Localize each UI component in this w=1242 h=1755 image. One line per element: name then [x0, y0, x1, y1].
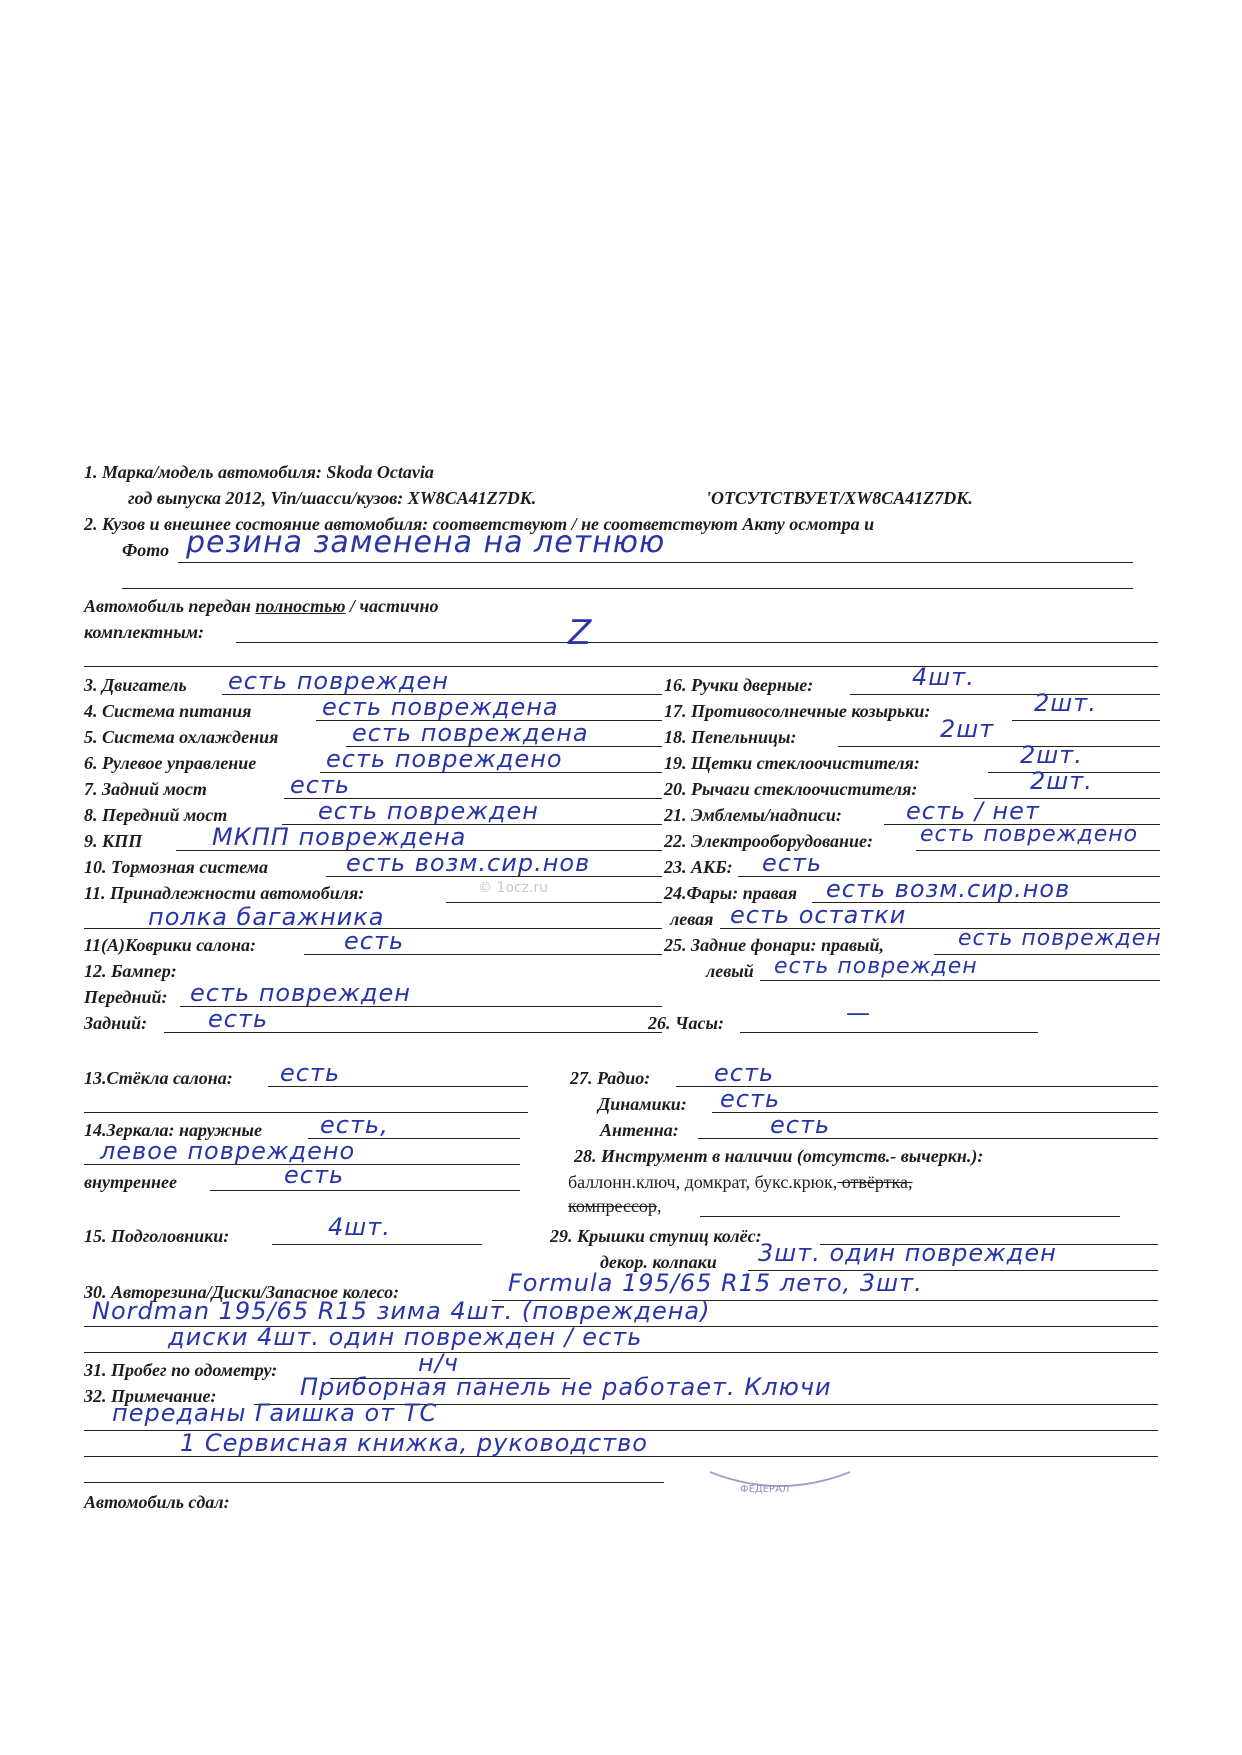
photo-handwriting: резина заменена на летнюю	[186, 525, 666, 560]
rear-bumper-hw: есть	[208, 1005, 269, 1033]
brakes-hw: есть возм.сир.нов	[346, 849, 591, 877]
fuel-hw: есть поврежденa	[322, 693, 559, 721]
headrests-hw: 4шт.	[328, 1213, 391, 1241]
taillight-left-label: левый	[706, 961, 754, 981]
tyres-line-3	[84, 1352, 1158, 1353]
engine-hw: есть поврежден	[228, 667, 449, 695]
brakes-line	[326, 876, 662, 877]
tyres-hw-1: Formula 195/65 R15 лето, 3шт.	[508, 1269, 923, 1297]
headlight-left-hw: есть остатки	[730, 901, 907, 929]
mirrors-label: 14.Зеркала: наружные	[84, 1120, 262, 1140]
mats-hw: есть	[344, 927, 405, 955]
headlight-right-hw: есть возм.сир.нов	[826, 875, 1071, 903]
emblems-label: 21. Эмблемы/надписи:	[664, 805, 842, 825]
tyres-label: 30. Авторезина/Диски/Запасное колесо:	[84, 1282, 400, 1302]
radio-label: 27. Радио:	[570, 1068, 651, 1088]
speakers-label: Динамики:	[598, 1094, 687, 1114]
wiper-blades-hw: 2шт.	[1020, 741, 1083, 769]
rear-axle-hw: есть	[290, 771, 351, 799]
electrical-label: 22. Электрооборудование:	[664, 831, 873, 851]
stamp-text: ФЕДЕРАЛ	[740, 1484, 790, 1495]
rear-bumper-label: Задний:	[84, 1013, 148, 1033]
complete-label: комплектным:	[84, 622, 205, 642]
front-bumper-hw: есть поврежден	[190, 979, 411, 1007]
decor-label: декор. колпаки	[600, 1252, 717, 1272]
inner-mirror-line	[210, 1190, 520, 1191]
accessories-hw: полка багажника	[148, 903, 385, 931]
headrests-label: 15. Подголовники:	[84, 1226, 230, 1246]
battery-hw: есть	[762, 849, 823, 877]
tools-list: баллонн.ключ, домкрат, букс.крюк, отвёртка,	[568, 1172, 913, 1192]
sun-visors-label: 17. Противосолнечные козырьки:	[664, 701, 931, 721]
steering-hw: есть повреждено	[326, 745, 563, 773]
body-condition-line: 2. Кузов и внешнее состояние автомобиля: соответствуют / не соответствуют Акту осмотра и	[84, 514, 875, 534]
headlight-right-label: 24.Фары: правая	[664, 883, 797, 903]
inner-mirror-label: внутреннее	[84, 1172, 177, 1192]
door-handles-hw: 4шт.	[912, 663, 975, 691]
fuel-label: 4. Система питания	[84, 701, 252, 721]
ashtrays-label: 18. Пепельницы:	[664, 727, 797, 747]
mats-label: 11(А)Коврики салона:	[84, 935, 256, 955]
photo-line	[178, 562, 1133, 563]
taillight-right-label: 25. Задние фонари: правый,	[664, 935, 885, 955]
battery-label: 23. АКБ:	[664, 857, 733, 877]
glass-label: 13.Стёкла салона:	[84, 1068, 233, 1088]
car-year-vin: год выпуска 2012, Vin/шасси/кузов: XW8CA41Z7DK.	[128, 488, 537, 508]
tyres-hw-2: Nordman 195/65 R15 зима 4шт. (повреждена)	[92, 1297, 711, 1325]
decor-hw: 3шт. один поврежден	[758, 1239, 1057, 1267]
cut-off-line: Автомобиль сдал:	[84, 1492, 230, 1512]
note-label: 32. Примечание:	[84, 1386, 217, 1406]
speakers-hw: есть	[720, 1085, 781, 1113]
front-bumper-label: Передний:	[84, 987, 168, 1007]
bumper-label: 12. Бампер:	[84, 961, 177, 981]
taillight-left-hw: есть поврежден	[774, 954, 978, 979]
headlight-left-label: левая	[670, 909, 714, 929]
note-hw-3: 1 Сервисная книжка, руководство	[180, 1429, 648, 1457]
taillight-left-line	[760, 980, 1160, 981]
glass-line	[268, 1086, 528, 1087]
door-handles-line	[850, 694, 1160, 695]
transfer-line: Автомобиль передан полностью / частично	[84, 596, 439, 616]
note-line-4	[84, 1482, 664, 1483]
photo-label: Фото	[122, 540, 170, 560]
complete-handwriting: Z	[568, 613, 593, 653]
accessories-label: 11. Принадлежности автомобиля:	[84, 883, 365, 903]
mirrors-hw: есть,	[320, 1111, 389, 1139]
antenna-label: Антенна:	[600, 1120, 679, 1140]
complete-line	[236, 642, 1158, 643]
gearbox-hw: МКПП повреждена	[212, 823, 467, 851]
rear-bumper-line	[164, 1032, 662, 1033]
accessories-line	[446, 902, 662, 903]
watermark: © 1ocz.ru	[478, 880, 549, 896]
caps-label: 29. Крышки ступиц колёс:	[550, 1226, 762, 1246]
note-hw-1: Приборная панель не работает. Ключи	[300, 1373, 832, 1401]
odometer-hw: н/ч	[418, 1349, 459, 1377]
odometer-label: 31. Пробег по одометру:	[84, 1360, 278, 1380]
wiper-arms-hw: 2шт.	[1030, 767, 1093, 795]
clock-hw: —	[846, 999, 871, 1027]
emblems-hw: есть / нет	[906, 797, 1040, 825]
ashtrays-hw: 2шт	[940, 715, 995, 743]
sun-visors-hw: 2шт.	[1034, 689, 1097, 717]
tools-line	[700, 1216, 1120, 1217]
electrical-hw: есть повреждено	[920, 822, 1139, 847]
clock-label: 26. Часы:	[648, 1013, 724, 1033]
radio-hw: есть	[714, 1059, 775, 1087]
tyres-hw-3: диски 4шт. один поврежден / есть	[168, 1323, 643, 1351]
tools-label: 28. Инструмент в наличии (отсутств.- вычеркн.):	[574, 1146, 984, 1166]
antenna-line	[698, 1138, 1158, 1139]
tools-compressor: компрессор,	[568, 1196, 662, 1216]
glass-line-2	[84, 1112, 528, 1113]
wiper-arms-label: 20. Рычаги стеклоочистителя:	[664, 779, 918, 799]
cooling-label: 5. Система охлаждения	[84, 727, 279, 747]
door-handles-label: 16. Ручки дверные:	[664, 675, 814, 695]
front-axle-label: 8. Передний мост	[84, 805, 228, 825]
antenna-hw: есть	[770, 1111, 831, 1139]
sun-visors-line	[1012, 720, 1160, 721]
inner-mirror-hw: есть	[284, 1161, 345, 1189]
photo-line-2	[122, 588, 1133, 589]
front-axle-hw: есть поврежден	[318, 797, 539, 825]
glass-hw: есть	[280, 1059, 341, 1087]
headrests-line	[272, 1244, 482, 1245]
mirrors-hw-2: левое повреждено	[100, 1137, 356, 1165]
car-vin-absent: 'ОТСУТСТВУЕТ/XW8CA41Z7DK.	[706, 488, 973, 508]
engine-label: 3. Двигатель	[84, 675, 187, 695]
gearbox-label: 9. КПП	[84, 831, 143, 851]
steering-line	[320, 772, 662, 773]
wiper-blades-label: 19. Щетки стеклоочистителя:	[664, 753, 920, 773]
steering-label: 6. Рулевое управление	[84, 753, 257, 773]
note-hw-2: переданы Гаишка от ТС	[112, 1399, 438, 1427]
ashtrays-line	[838, 746, 1160, 747]
cooling-hw: есть повреждена	[352, 719, 589, 747]
car-model-line: 1. Марка/модель автомобиля: Skoda Octavia	[84, 462, 434, 482]
rear-axle-label: 7. Задний мост	[84, 779, 207, 799]
brakes-label: 10. Тормозная система	[84, 857, 268, 877]
mats-line	[304, 954, 662, 955]
taillight-right-hw: есть поврежден	[958, 926, 1162, 951]
note-line-3	[84, 1456, 1158, 1457]
clock-line	[740, 1032, 1038, 1033]
electrical-line	[916, 850, 1160, 851]
